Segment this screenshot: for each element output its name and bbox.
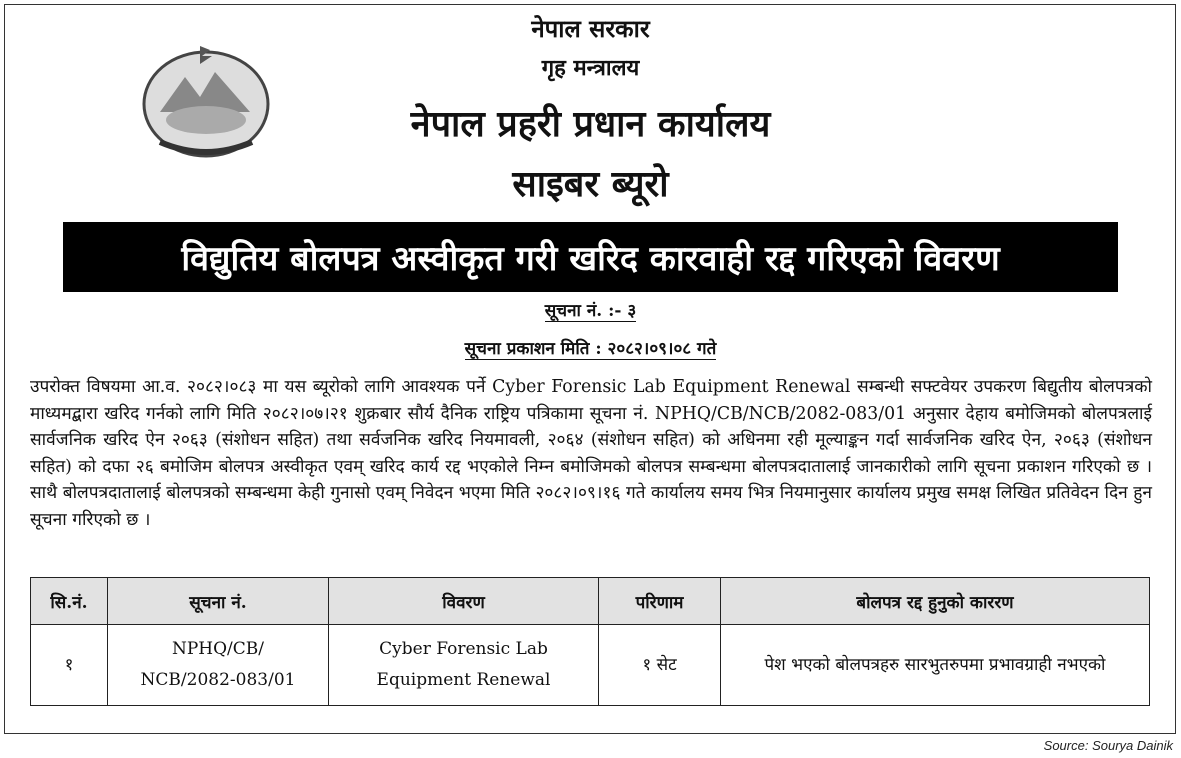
cell-reason: पेश भएको बोलपत्रहरु सारभुतरुपमा प्रभावग्राही नभएको — [721, 625, 1150, 706]
cancellation-table — [30, 577, 1150, 706]
source-credit: Source: Sourya Dainik — [1043, 738, 1173, 753]
publication-date — [0, 336, 1181, 359]
description-line1: Cyber Forensic Lab — [379, 639, 548, 659]
cell-quantity: १ सेट — [599, 625, 721, 706]
header-office: नेपाल प्रहरी प्रधान कार्यालय — [410, 103, 771, 145]
header-bureau: साइबर ब्यूरो — [512, 163, 669, 205]
col-description: विवरण — [329, 578, 599, 625]
description-line2: Equipment Renewal — [376, 670, 551, 690]
col-notice-no: सूचना नं. — [108, 578, 329, 625]
table-row — [31, 625, 1150, 706]
header-ministry: गृह मन्त्रालय — [541, 55, 640, 81]
notice-no-line1: NPHQ/CB/ — [171, 639, 265, 659]
notice-number-text: सूचना नं. :- ३ — [544, 301, 637, 321]
col-serial: सि.नं. — [31, 578, 108, 625]
col-quantity: परिणाम — [599, 578, 721, 625]
col-reason: बोलपत्र रद्द हुनुको काररण — [721, 578, 1150, 625]
publication-date-text: सूचना प्रकाशन मिति : २०८२।०९।०८ गते — [464, 339, 717, 359]
cell-description — [329, 625, 599, 706]
notice-title-banner: विद्युतिय बोलपत्र अस्वीकृत गरी खरिद कारवाही रद्द गरिएको विवरण — [63, 222, 1118, 292]
notice-body: उपरोक्त विषयमा आ.व. २०८२।०८३ मा यस ब्यूरोको लागि आवश्यक पर्ने Cyber Forensic Lab Equipment Renewal सम्बन्धी सफ्टवेयर उपकरण बिद्युतीय बोलपत्रको माध्यमद्बारा खरिद गर्नको लागि मिति २०८२।०७।२१ शुक्रबार सौर्य दैनिक राष्ट्रिय पत्रिकामा सूचना नं. NPHQ/CB/NCB/2082-083/01 अनुसार देहाय बमोजिमको बोलपत्रलाई सार्वजनिक खरिद ऐन २०६३ (संशोधन सहित) तथा सर्वजनिक खरिद नियमावली, २०६४ (संशोधन सहित) को अधिनमा रही मूल्याङ्कन गर्दा सार्वजनिक खरिद ऐन, २०६३ (संशोधन सहित) को दफा २६ बमोजिम बोलपत्र अस्वीकृत एवम् खरिद कार्य रद्द भएकोले निम्न बमोजिमको बोलपत्र सम्बन्धमा बोलपत्रदातालाई जानकारीको लागि सूचना प्रकाशन गरिएको छ । साथै बोलपत्रदातालाई बोलपत्रको सम्बन्धमा केही गुनासो एवम् निवेदन भएमा मिति २०८२।०९।१६ गते कार्यालय समय भित्र नियमानुसार कार्यालय प्रमुख समक्ष लिखित प्रतिवेदन दिन हुन सूचना गरिएको छ । — [30, 377, 1152, 530]
notice-number — [0, 298, 1181, 321]
notice-no-line2: NCB/2082-083/01 — [140, 670, 296, 690]
table-header-row — [31, 578, 1150, 625]
header-government: नेपाल सरकार — [531, 14, 650, 43]
cell-serial: १ — [31, 625, 108, 706]
cell-notice-no — [108, 625, 329, 706]
